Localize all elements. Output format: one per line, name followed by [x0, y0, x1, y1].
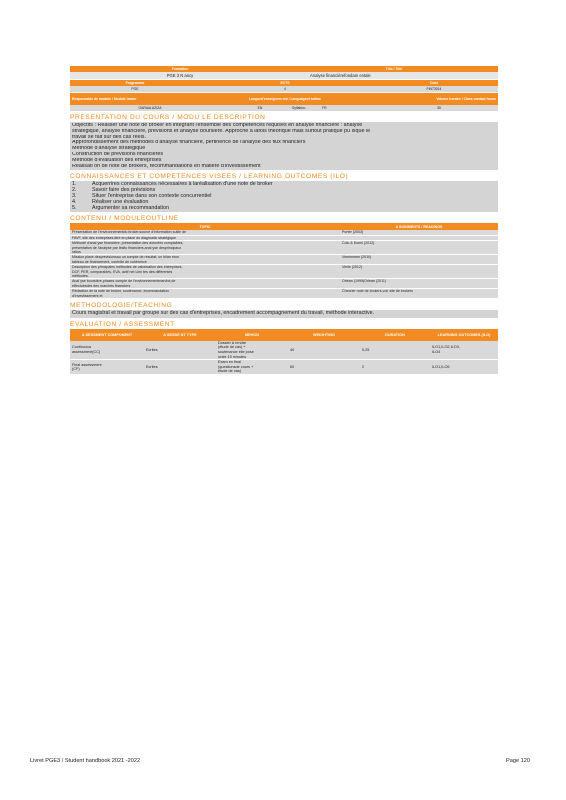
ilo-cell — [430, 341, 498, 360]
presentation-heading: PRÉSENTATION DU COURS / MODU LE DESCRIPTION — [70, 114, 266, 121]
presentation-line: travail se fait sur des cas réels. — [72, 134, 147, 140]
topic-cell — [70, 289, 340, 299]
topic-line: FAVF, site des entreprises,titre en place du diagnostic stratégique — [72, 235, 177, 240]
method-line: Dossier à rendre — [218, 340, 247, 345]
methodology-heading: METHODOLOGIE/TEACHING — [70, 302, 173, 310]
topic-line: Anal yse boursière,phases compte de l'environnementmarché,de — [72, 279, 176, 284]
header-values-row-3 — [70, 105, 498, 111]
topic-line: Présentation de l'environnementdu broker,source d'information sutile de — [72, 230, 187, 235]
reading-cell: Vemimmen (2010) — [340, 255, 498, 265]
evaluation-table — [70, 329, 498, 375]
duration-cell: 0,25 — [360, 341, 430, 360]
syllabus-value: FR — [322, 106, 327, 110]
header-values-row-1 — [70, 72, 498, 79]
table-row — [70, 255, 498, 265]
footer-handbook-label: Livret PGE3 / Student handbook 2021 -2022 — [30, 758, 141, 764]
component-line: Final assessment — [72, 362, 102, 367]
ilo-line: ILO1,ILO5 — [432, 364, 450, 369]
table-row — [70, 279, 498, 289]
ilo-list — [70, 181, 498, 212]
weighting-header: WEIGHTING — [288, 329, 360, 341]
title-value: Analyse financièrefondam entale — [310, 73, 371, 78]
presentation-text — [70, 122, 498, 170]
ilo-text: Situer l'entreprise dans son contexte concurrentiel — [92, 192, 212, 199]
ilo-text: Argumenter sa recommandation — [92, 204, 170, 211]
component-line: (CF) — [72, 367, 80, 372]
component-cell — [70, 341, 144, 360]
langue-label: Langued'enseignem ent / Languageof tuition — [248, 97, 321, 101]
document-page — [70, 66, 498, 375]
table-header-row — [70, 223, 498, 230]
presentation-line: Méthode d'évaluation des entreprises — [72, 157, 162, 163]
topic-cell — [70, 241, 340, 255]
topic-line: Méthode d'anal yse financière, présentation des données comptables, — [72, 241, 184, 246]
header-labels-row-3 — [70, 93, 498, 105]
ilo-text: Savoir faire des prévisions — [92, 187, 156, 194]
header-values-row-2 — [70, 86, 498, 92]
ilo-cell — [430, 360, 498, 375]
method-line: (questionsde cours + — [218, 364, 254, 369]
topic-line: ratios — [72, 249, 81, 254]
ilo-text: Acquerrires connaissances nécessaires à laréalisation d'une note de broker — [92, 181, 273, 188]
reading-cell: Checrier note de brokers,voir site de brokers — [340, 289, 498, 299]
reading-cell: Porter (2003) — [340, 230, 498, 235]
topic-cell — [70, 265, 340, 279]
topic-line: présentation de l'analyse par lesflu financiers,anal yse desprincipaux — [72, 245, 182, 250]
volume-label: Volume horaire / Class contact hours — [436, 97, 496, 101]
reading-cell: Colu & Koehl (2012) — [340, 241, 498, 255]
formation-value: PGE 3 N ancy — [166, 73, 194, 78]
table-row — [70, 289, 498, 299]
ilo-line: ILO4 — [432, 350, 441, 355]
presentation-line: stratégique, analyse financière, prévisions et analyse boursière. Approche à lafois théorique mais surtout pratique pu isque le — [72, 128, 371, 134]
ilo-number: 5. — [72, 204, 77, 211]
code-label: Code — [429, 81, 439, 85]
method-header: MEHOD — [216, 329, 288, 341]
page-footer — [30, 758, 530, 764]
ilo-number: 4. — [72, 198, 77, 205]
duration-cell: 2 — [360, 360, 430, 375]
langue-value: EN — [257, 106, 263, 110]
responsable-value: GARIAA AZIZA — [138, 106, 162, 110]
presentation-line: Objectifs : Réaliser une note de broker en intégrant l'ensemble des compétences requises en analyse financière : analyse — [72, 123, 363, 128]
table-header-row — [70, 329, 498, 341]
weighting-cell: 40 — [288, 341, 360, 360]
assessment-component-header: A SESSMENT COMPONENT — [70, 329, 144, 341]
table-row — [70, 360, 498, 375]
table-row — [70, 341, 498, 360]
component-cell — [70, 360, 144, 375]
responsable-label: Responsable de module / Module leader — [72, 97, 137, 101]
ilo-number: 3. — [72, 192, 77, 199]
method-cell — [216, 360, 288, 375]
syllabus-label: Syllabus: — [292, 106, 306, 110]
outline-heading: CONTENU / MODULEOUTLINE — [70, 215, 179, 223]
method-cell — [216, 341, 288, 360]
method-line: Exam en final — [218, 360, 242, 365]
ilo-number: 1. — [72, 181, 77, 188]
methodology-text: Cours magistral et travail par groupe sur des cas d'entreprises, encadrement accompagnement du travail, méthode interactive. — [70, 310, 498, 318]
programme-value: PGE — [131, 87, 139, 91]
topic-line: DCF, PER, comparables, EVA, actif net Limi tes des différentes — [72, 269, 173, 274]
topic-cell — [70, 255, 340, 265]
presentation-line: Construction de prévisions financières — [72, 151, 164, 157]
ilo-heading: CONNAISSANCES ET COMPÉTENCES VISÉES / LEARNING OUTCOMES (ILO) — [70, 173, 349, 181]
topic-cell — [70, 279, 340, 289]
type-cell: Ecrites — [144, 360, 216, 375]
method-line: orale 15 minutes — [218, 354, 247, 359]
duration-header: DURATION — [360, 329, 430, 341]
weighting-cell: 60 — [288, 360, 360, 375]
evaluation-body — [70, 341, 498, 375]
method-line: soutenance elle pose — [218, 350, 254, 355]
ilo-line: ILO1,ILO2,ILO3, — [432, 345, 460, 350]
readings-column-header: A SIGNMENTS / READINGS — [340, 223, 498, 230]
formation-label: Formation — [171, 67, 189, 71]
ects-label: ECTS — [280, 81, 290, 85]
page-number: Page 120 — [506, 758, 530, 764]
method-line: étude de cas) — [218, 369, 242, 374]
ilo-text: Réaliser une évaluation — [92, 198, 149, 205]
hours-value: 30 — [437, 106, 441, 110]
outline-table — [70, 223, 498, 299]
list-item — [72, 206, 496, 212]
topic-line: Description des principales méthodes de valorisation des entreprises, — [72, 265, 183, 270]
code-value: FIN73014 — [426, 87, 442, 91]
component-line: Continuous — [72, 345, 92, 350]
method-line: (étude de cas) + — [218, 345, 246, 350]
topic-line: d'investissement et — [72, 293, 103, 298]
type-cell: Ecrites — [144, 341, 216, 360]
table-row — [70, 265, 498, 279]
learning-outcomes-header: LEARNING OUTCOMES (ILO) — [430, 329, 498, 341]
topic-line: Rédaction de la note de broker, soutenance, écommandation — [72, 289, 170, 294]
topic-line: effectuésdes des marchés financiers — [72, 283, 131, 288]
topic-line: méthodes. — [72, 274, 89, 279]
topic-line: tableau de financement, contrôle de cohérence — [72, 259, 147, 264]
table-row — [70, 241, 498, 255]
ilo-number: 2. — [72, 187, 77, 194]
evaluation-heading: ÉVALUATION / ASSESSMENT — [70, 320, 175, 328]
topic-column-header: TOPIC — [70, 223, 340, 230]
reading-cell: Orlean (1999)Orlean (2011) — [340, 279, 498, 289]
assessment-type-header: A SESSE NT TYPE — [144, 329, 216, 341]
presentation-line: Méthode d'analyse stratégique — [72, 146, 146, 152]
component-line: assessment(CC) — [72, 350, 101, 355]
outline-body — [70, 230, 498, 298]
presentation-line: Approfondissement des méthodes d'analyse financière, pertinence de l'analyse des flux financiers — [72, 140, 306, 146]
presentation-line: Réalisati on de note de brokers, recommandations en matière d'investissement — [72, 163, 261, 169]
title-label: Title / Title — [385, 67, 403, 71]
reading-cell: Vielle (2012) — [340, 265, 498, 279]
programme-label: Programme — [125, 81, 145, 85]
ects-value: 4 — [284, 87, 286, 91]
topic-line: Mission place desprévisionsau un compte de résultat, un bilan etun — [72, 255, 179, 260]
